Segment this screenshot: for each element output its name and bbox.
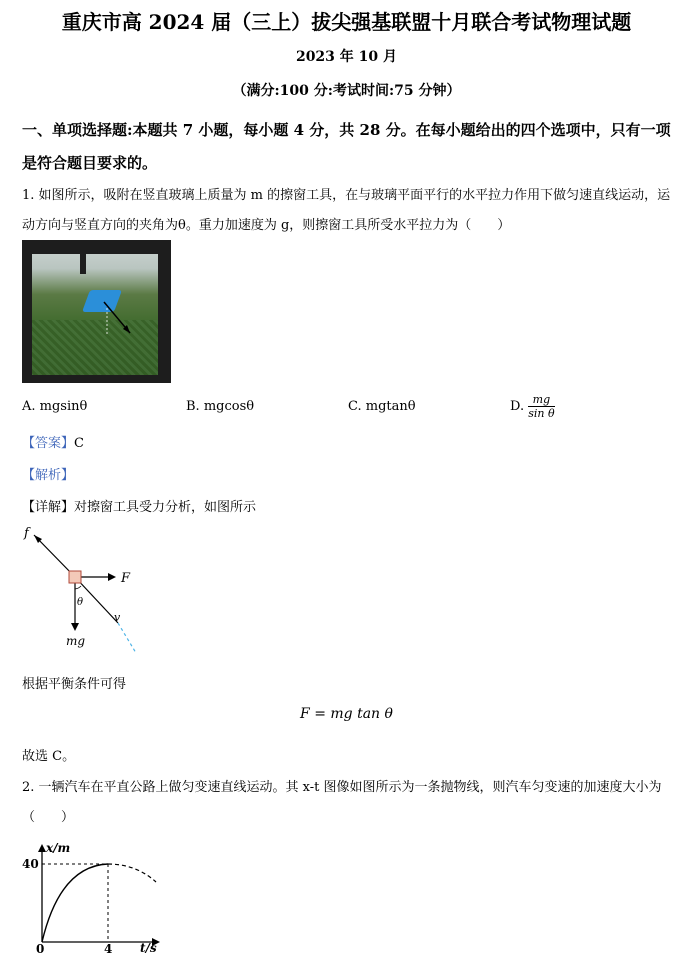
question-1-photo [22,240,171,383]
balance-text: 根据平衡条件可得 [22,677,127,692]
option-d-prefix: D. [510,399,525,414]
detail-line [22,496,256,515]
y-tick-40: 40 [22,857,39,871]
answer-line [22,432,84,451]
answer-value: C [74,436,84,451]
analysis-label: 【解析】 [22,468,75,483]
equation: F = mg tan θ [300,706,393,722]
force-diagram [18,525,148,657]
answer-label: 【答案】 [22,436,75,451]
x-t-curve-extension [108,864,156,882]
section-heading: 一、单项选择题:本题共 7 小题，每小题 4 分，共 28 分。在每小题给出的四个选项中，只有一项是符合题目要求的。 [22,121,671,172]
detail-text: 对擦窗工具受力分析，如图所示 [74,500,257,515]
option-a[interactable]: A. mgsinθ [22,399,88,414]
detail-label: 【详解】 [22,500,75,515]
question-2-graph [16,842,166,954]
x-axis-label: t/s [140,941,157,954]
option-d-numerator: mg [528,393,554,407]
exam-date: 2023 年 10 月 [295,49,398,65]
label-f: f [24,526,29,541]
origin-label: 0 [36,942,45,954]
conclusion-text: 故选 C。 [22,749,76,764]
question-1-stem: 1. 如图所示，吸附在竖直玻璃上质量为 m 的擦窗工具，在与玻璃平面平行的水平拉力作用下做匀速直线运动，运动方向与竖直方向的夹角为θ。重力加速度为 g，则擦窗工具所受水平拉力为（ ） [22,188,671,233]
option-b[interactable]: B. mgcosθ [186,399,255,414]
tool-box [69,571,81,583]
y-axis-label: x/m [46,842,71,855]
exam-info: （满分:100 分:考试时间:75 分钟） [232,83,461,99]
analysis-line [22,464,74,483]
option-d-fraction [528,393,554,420]
x-tick-4: 4 [104,942,113,954]
option-d[interactable] [510,393,555,420]
label-mg: mg [66,634,86,648]
label-F: F [121,571,131,586]
label-theta: θ [77,597,84,608]
x-t-curve [42,864,108,942]
question-1-options [22,395,677,425]
label-v: v [114,611,121,624]
exam-title: 重庆市高 2024 届（三上）拔尖强基联盟十月联合考试物理试题 [61,10,632,34]
option-d-denominator: sin θ [528,407,555,420]
option-c[interactable]: C. mgtanθ [348,399,416,414]
question-2-stem: 2. 一辆汽车在平直公路上做匀变速直线运动。其 x-t 图像如图所示为一条抛物线，则汽车匀变速的加速度大小为（ ） [22,780,662,825]
